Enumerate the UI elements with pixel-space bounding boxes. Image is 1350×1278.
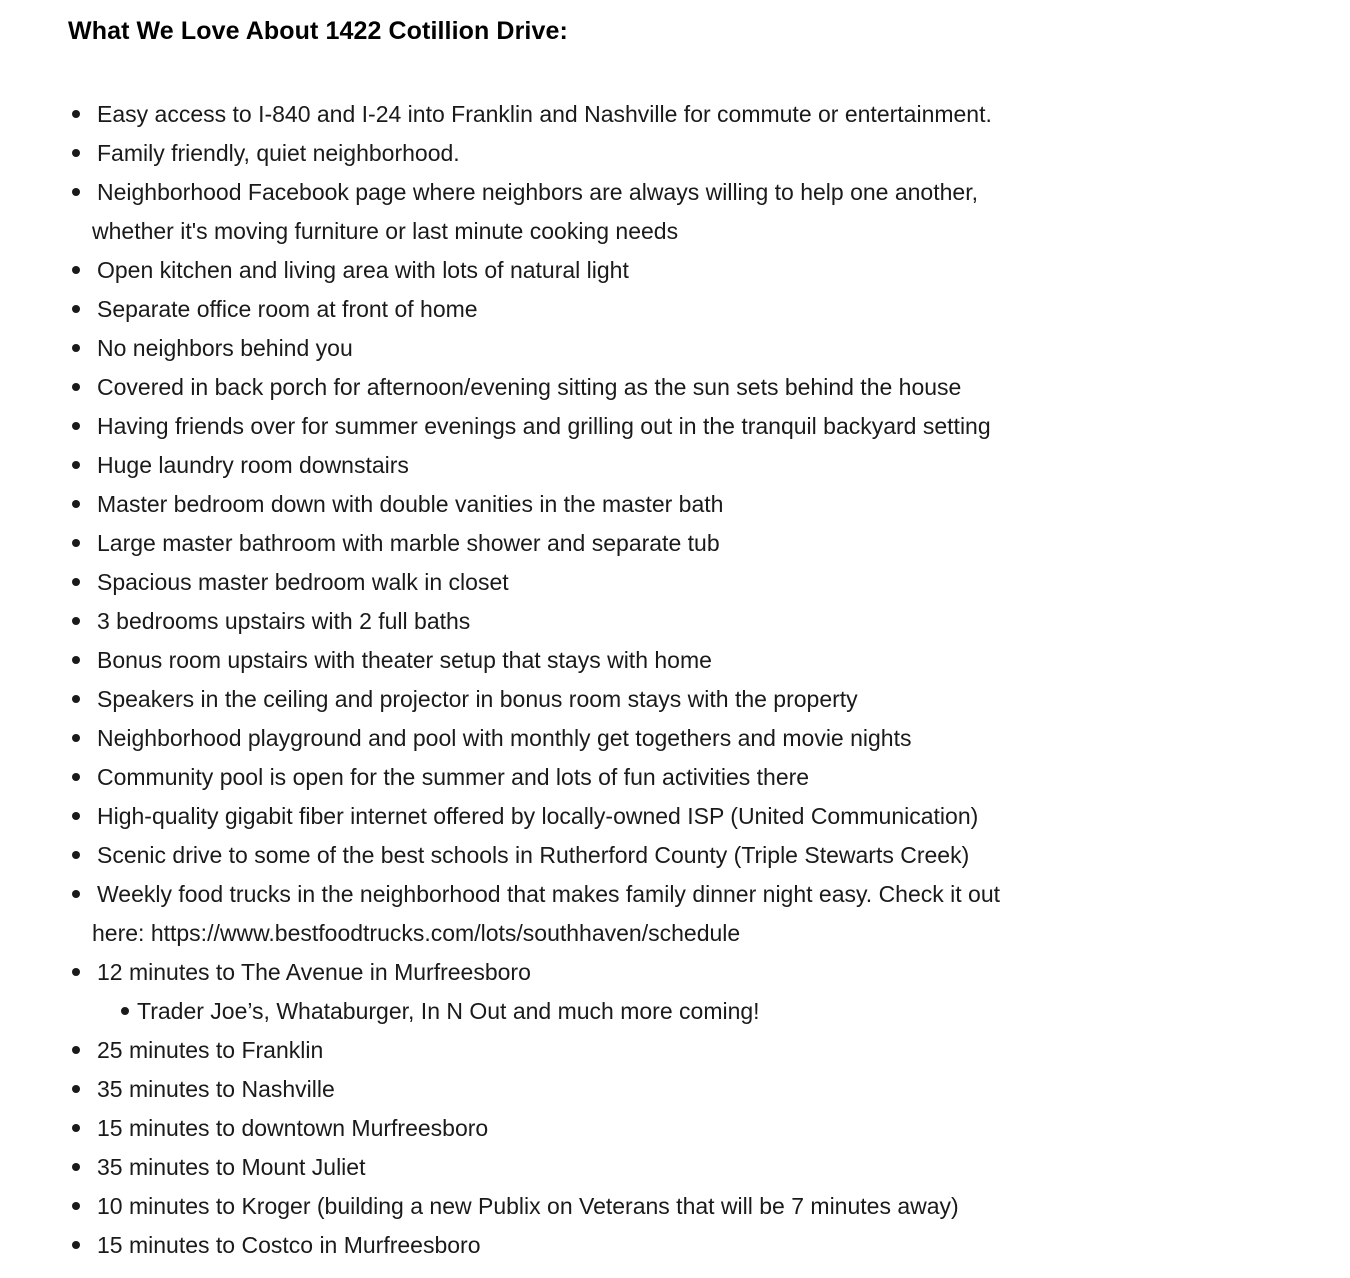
bullet-icon [72, 188, 80, 196]
list-item [68, 290, 1292, 329]
list-item-text: Neighborhood playground and pool with monthly get togethers and movie nights [97, 725, 912, 751]
list-item-text: Spacious master bedroom walk in closet [97, 569, 509, 595]
list-item-text: Speakers in the ceiling and projector in bonus room stays with the property [97, 686, 858, 712]
bullet-icon [72, 656, 80, 664]
list-item [68, 251, 1292, 290]
bullet-icon [72, 773, 80, 781]
list-item-text: Separate office room at front of home [97, 296, 478, 322]
list-item [68, 1226, 1292, 1265]
list-item-text-continued: whether it's moving furniture or last minute cooking needs [92, 218, 679, 244]
list-item-text: Covered in back porch for afternoon/evening sitting as the sun sets behind the house [97, 374, 962, 400]
list-item-text: Neighborhood Facebook page where neighbors are always willing to help one another, [97, 179, 978, 205]
bullet-icon [72, 1124, 80, 1132]
list-item [68, 641, 1292, 680]
list-item [68, 953, 1292, 1031]
list-item-text: Community pool is open for the summer and lots of fun activities there [97, 764, 810, 790]
list-item [68, 524, 1292, 563]
list-item [68, 719, 1292, 758]
bullet-icon [72, 383, 80, 391]
list-item-text: 15 minutes to Costco in Murfreesboro [97, 1232, 481, 1258]
list-item [68, 407, 1292, 446]
bullet-icon [72, 305, 80, 313]
list-item-text: 3 bedrooms upstairs with 2 full baths [97, 608, 471, 634]
list-item [68, 836, 1292, 875]
list-item-text: 10 minutes to Kroger (building a new Publix on Veterans that will be 7 minutes away) [97, 1193, 959, 1219]
list-item-text: Open kitchen and living area with lots of natural light [97, 257, 629, 283]
list-item [68, 485, 1292, 524]
list-item [68, 875, 1292, 953]
list-item [68, 134, 1292, 173]
bullet-icon [72, 851, 80, 859]
list-item-text: Huge laundry room downstairs [97, 452, 409, 478]
list-item [68, 329, 1292, 368]
list-item-text-continued: here: https://www.bestfoodtrucks.com/lots/southhaven/schedule [92, 920, 741, 946]
list-item [68, 446, 1292, 485]
list-item-text: Large master bathroom with marble shower and separate tub [97, 530, 720, 556]
bullet-icon [72, 734, 80, 742]
list-item [68, 602, 1292, 641]
bullet-icon [72, 1046, 80, 1054]
bullet-icon [72, 578, 80, 586]
bullet-icon [72, 1085, 80, 1093]
bullet-icon [72, 1202, 80, 1210]
list-item [68, 758, 1292, 797]
list-item-text: 35 minutes to Nashville [97, 1076, 335, 1102]
bullet-icon [72, 110, 80, 118]
bullet-icon [72, 695, 80, 703]
sub-list [97, 992, 1292, 1031]
list-item-text: 35 minutes to Mount Juliet [97, 1154, 366, 1180]
list-item-text: Bonus room upstairs with theater setup that stays with home [97, 647, 712, 673]
list-item-text: High-quality gigabit fiber internet offered by locally-owned ISP (United Communication) [97, 803, 979, 829]
list-item [68, 1031, 1292, 1070]
bullet-icon [72, 539, 80, 547]
list-item-text: 15 minutes to downtown Murfreesboro [97, 1115, 489, 1141]
bullet-icon [72, 461, 80, 469]
list-item-text: Easy access to I-840 and I-24 into Franklin and Nashville for commute or entertainment. [97, 101, 992, 127]
list-item-text: Weekly food trucks in the neighborhood that makes family dinner night easy. Check it out [97, 881, 1001, 907]
bullet-icon [72, 968, 80, 976]
list-item-text: Having friends over for summer evenings and grilling out in the tranquil backyard setting [97, 413, 991, 439]
list-item-text: Family friendly, quiet neighborhood. [97, 140, 460, 166]
bullet-icon [72, 1163, 80, 1171]
list-item [68, 563, 1292, 602]
list-item [68, 797, 1292, 836]
bullet-icon [72, 1241, 80, 1249]
sub-list-item-text: Trader Joe’s, Whataburger, In N Out and much more coming! [137, 998, 760, 1024]
list-item [68, 368, 1292, 407]
bullet-icon [121, 1007, 129, 1015]
bullet-icon [72, 617, 80, 625]
list-item-text: Scenic drive to some of the best schools in Rutherford County (Triple Stewarts Creek) [97, 842, 970, 868]
list-item [68, 1109, 1292, 1148]
sub-list-item [97, 992, 1292, 1031]
bullet-icon [72, 422, 80, 430]
bullet-icon [72, 266, 80, 274]
list-item [68, 1070, 1292, 1109]
bullet-icon [72, 500, 80, 508]
list-item [68, 173, 1292, 251]
list-item-text: 25 minutes to Franklin [97, 1037, 324, 1063]
list-item-text: 12 minutes to The Avenue in Murfreesboro [97, 959, 531, 985]
bullet-icon [72, 812, 80, 820]
list-item-text: Master bedroom down with double vanities in the master bath [97, 491, 724, 517]
features-list [68, 95, 1292, 1265]
list-item [68, 95, 1292, 134]
list-item [68, 1187, 1292, 1226]
list-item-text: No neighbors behind you [97, 335, 353, 361]
page-title: What We Love About 1422 Cotillion Drive: [68, 17, 568, 45]
bullet-icon [72, 890, 80, 898]
bullet-icon [72, 149, 80, 157]
list-item [68, 1148, 1292, 1187]
list-item [68, 680, 1292, 719]
bullet-icon [72, 344, 80, 352]
